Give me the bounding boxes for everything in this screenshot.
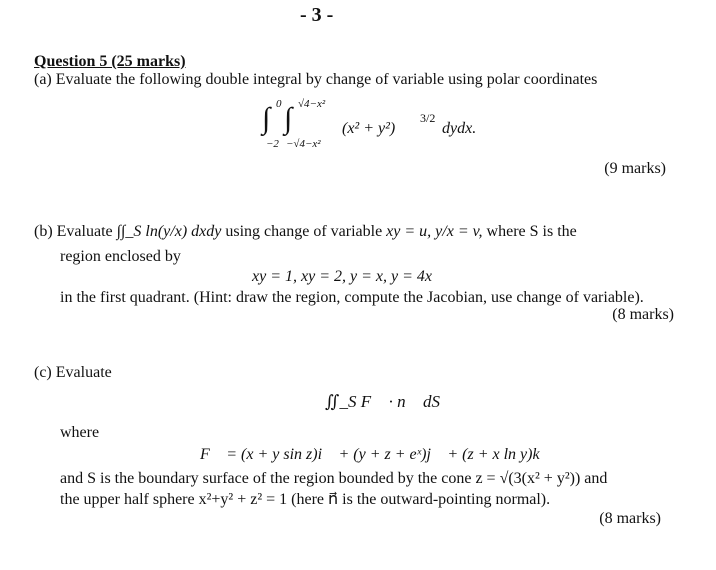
- part-c-marks: (8 marks): [599, 510, 661, 527]
- part-c-text: Evaluate: [55, 364, 112, 381]
- part-b-text-4: region enclosed by: [60, 248, 181, 265]
- part-a-prompt: [34, 71, 597, 89]
- page-number: - 3 -: [300, 4, 334, 26]
- part-c-integral: ∬_S F⃗ · n⃗ dS: [325, 392, 441, 411]
- part-b-text-3: where S is the: [486, 223, 577, 240]
- part-c-field: F⃗ = (x + y sin z)i⃗ + (y + z + eˣ)j⃗ + (z + x ln y)k⃗: [200, 446, 553, 463]
- integrand-base: (x² + y²): [342, 120, 396, 137]
- part-c-where: where: [60, 424, 100, 441]
- part-a-label: (a): [34, 71, 52, 88]
- outer-lower-limit: −2: [266, 138, 279, 150]
- part-b-marks: (8 marks): [612, 306, 674, 323]
- part-c-prompt: [34, 364, 112, 382]
- part-b-substitution: xy = u, y/x = v,: [386, 223, 483, 240]
- part-c-surface-2: the upper half sphere x²+y² + z² = 1 (here n⃗ is the outward-pointing normal).: [60, 491, 551, 508]
- inner-lower-limit: −√4−x²: [286, 138, 321, 150]
- part-b-line-1: [34, 223, 577, 241]
- part-c-label: (c): [34, 364, 52, 381]
- part-b-hint: in the first quadrant. (Hint: draw the region, compute the Jacobian, use change of variable).: [60, 289, 644, 306]
- part-b-text-1: Evaluate: [56, 223, 113, 240]
- part-c-surface-1: and S is the boundary surface of the region bounded by the cone z = √(3(x² + y²)) and: [60, 470, 608, 487]
- inner-upper-limit: √4−x²: [298, 98, 326, 110]
- part-b-expression: ∫∫_S ln(y/x) dxdy: [116, 223, 222, 240]
- outer-upper-limit: 0: [276, 98, 282, 110]
- part-a-text: Evaluate the following double integral by change of variable using polar coordinates: [55, 71, 598, 88]
- part-b-text-2: using change of variable: [225, 223, 383, 240]
- part-b-label: (b): [34, 223, 53, 240]
- part-a-marks: (9 marks): [604, 160, 666, 177]
- part-a-integral: [262, 98, 492, 156]
- part-b-curves: xy = 1, xy = 2, y = x, y = 4x: [252, 268, 432, 285]
- outer-integral-sign: ∫: [262, 102, 271, 135]
- integrand-exponent: 3/2: [420, 111, 436, 125]
- inner-integral-sign: ∫: [284, 102, 293, 135]
- integrand-differentials: dydx.: [442, 120, 477, 137]
- question-title: Question 5 (25 marks): [34, 53, 186, 70]
